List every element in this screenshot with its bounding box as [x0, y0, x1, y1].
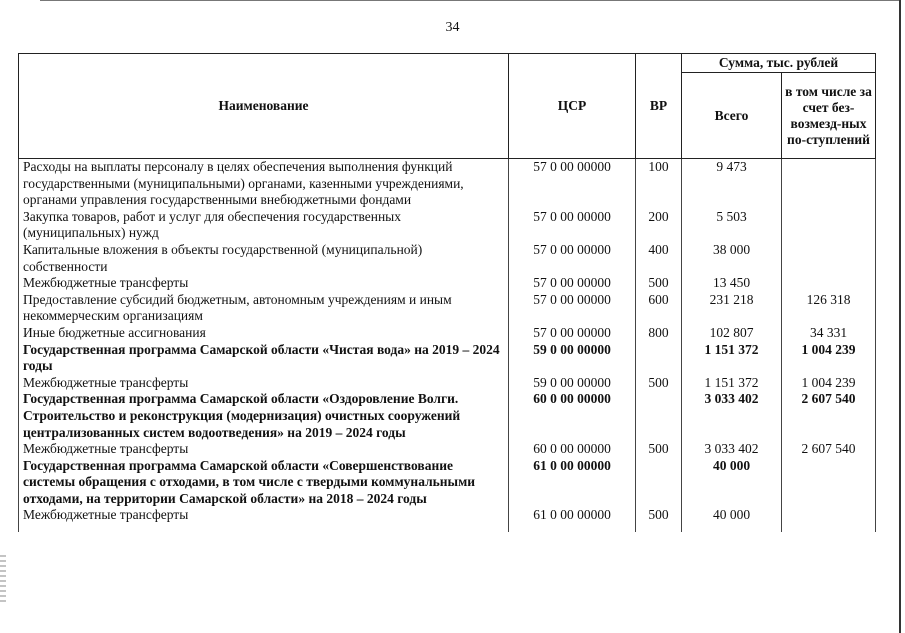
row-name: Закупка товаров, работ и услуг для обеспечения государственных (муниципальных) нужд	[19, 209, 509, 242]
table-row	[19, 292, 876, 325]
header-sum: Сумма, тыс. рублей	[682, 54, 876, 73]
row-grant	[782, 159, 876, 209]
row-csr: 60 0 00 00000	[509, 441, 636, 458]
row-csr: 57 0 00 00000	[509, 325, 636, 342]
header-vr: ВР	[636, 54, 682, 159]
row-total: 1 151 372	[682, 375, 782, 392]
header-grant: в том числе за счет без-возмезд-ных по-ступлений	[782, 73, 876, 159]
row-vr	[636, 458, 682, 508]
row-vr: 600	[636, 292, 682, 325]
row-vr: 500	[636, 441, 682, 458]
row-total: 40 000	[682, 458, 782, 508]
row-grant	[782, 507, 876, 532]
row-grant: 1 004 239	[782, 375, 876, 392]
row-vr: 400	[636, 242, 682, 275]
page-edge	[899, 0, 901, 633]
row-grant	[782, 209, 876, 242]
row-grant	[782, 275, 876, 292]
row-csr: 57 0 00 00000	[509, 159, 636, 209]
header-row	[19, 54, 876, 73]
header-total: Всего	[682, 73, 782, 159]
row-total: 13 450	[682, 275, 782, 292]
header-csr: ЦСР	[509, 54, 636, 159]
row-total: 3 033 402	[682, 441, 782, 458]
row-total: 3 033 402	[682, 391, 782, 441]
table-row	[19, 391, 876, 441]
row-total: 1 151 372	[682, 342, 782, 375]
table-row	[19, 325, 876, 342]
table-row	[19, 159, 876, 209]
row-csr: 59 0 00 00000	[509, 375, 636, 392]
row-grant: 2 607 540	[782, 441, 876, 458]
row-grant: 2 607 540	[782, 391, 876, 441]
row-grant: 1 004 239	[782, 342, 876, 375]
row-csr: 61 0 00 00000	[509, 458, 636, 508]
row-total: 102 807	[682, 325, 782, 342]
row-total: 38 000	[682, 242, 782, 275]
row-grant: 34 331	[782, 325, 876, 342]
row-name: Государственная программа Самарской области «Чистая вода» на 2019 – 2024 годы	[19, 342, 509, 375]
row-vr	[636, 391, 682, 441]
row-name: Капитальные вложения в объекты государственной (муниципальной) собственности	[19, 242, 509, 275]
table-row	[19, 507, 876, 532]
row-grant: 126 318	[782, 292, 876, 325]
row-name: Межбюджетные трансферты	[19, 375, 509, 392]
scan-artifact	[0, 555, 6, 605]
row-vr	[636, 342, 682, 375]
budget-table	[18, 53, 876, 532]
row-csr: 60 0 00 00000	[509, 391, 636, 441]
row-name: Межбюджетные трансферты	[19, 507, 509, 532]
page-number: 34	[445, 20, 460, 35]
row-name: Предоставление субсидий бюджетным, автономным учреждениям и иным некоммерческим организациям	[19, 292, 509, 325]
row-name: Государственная программа Самарской области «Совершенствование системы обращения с отходами, в том числе с твердыми коммунальными отходами, на территории Самарской области» на 2018 – 2024 годы	[19, 458, 509, 508]
row-total: 40 000	[682, 507, 782, 532]
table-row	[19, 375, 876, 392]
table-row	[19, 275, 876, 292]
table-row	[19, 441, 876, 458]
row-csr: 61 0 00 00000	[509, 507, 636, 532]
table-row	[19, 209, 876, 242]
row-csr: 57 0 00 00000	[509, 209, 636, 242]
row-vr: 200	[636, 209, 682, 242]
row-vr: 800	[636, 325, 682, 342]
table-row	[19, 342, 876, 375]
row-vr: 500	[636, 375, 682, 392]
row-grant	[782, 242, 876, 275]
row-total: 231 218	[682, 292, 782, 325]
top-rule	[40, 0, 900, 1]
row-csr: 59 0 00 00000	[509, 342, 636, 375]
table-row	[19, 458, 876, 508]
row-name: Государственная программа Самарской области «Оздоровление Волги. Строительство и реконструкция (модернизация) очистных сооружений централизованных систем водоотведения» на 2019 – 2024 годы	[19, 391, 509, 441]
row-name: Межбюджетные трансферты	[19, 441, 509, 458]
row-vr: 100	[636, 159, 682, 209]
row-csr: 57 0 00 00000	[509, 242, 636, 275]
table-row	[19, 242, 876, 275]
row-vr: 500	[636, 275, 682, 292]
row-name: Межбюджетные трансферты	[19, 275, 509, 292]
row-grant	[782, 458, 876, 508]
row-total: 5 503	[682, 209, 782, 242]
row-csr: 57 0 00 00000	[509, 275, 636, 292]
header-name: Наименование	[19, 54, 509, 159]
row-csr: 57 0 00 00000	[509, 292, 636, 325]
row-name: Расходы на выплаты персоналу в целях обеспечения выполнения функций государственными (муниципальными) органами, казенными учреждениями, органами управления государственными внебюджетными фондами	[19, 159, 509, 209]
row-vr: 500	[636, 507, 682, 532]
row-total: 9 473	[682, 159, 782, 209]
table-body	[19, 159, 876, 533]
row-name: Иные бюджетные ассигнования	[19, 325, 509, 342]
